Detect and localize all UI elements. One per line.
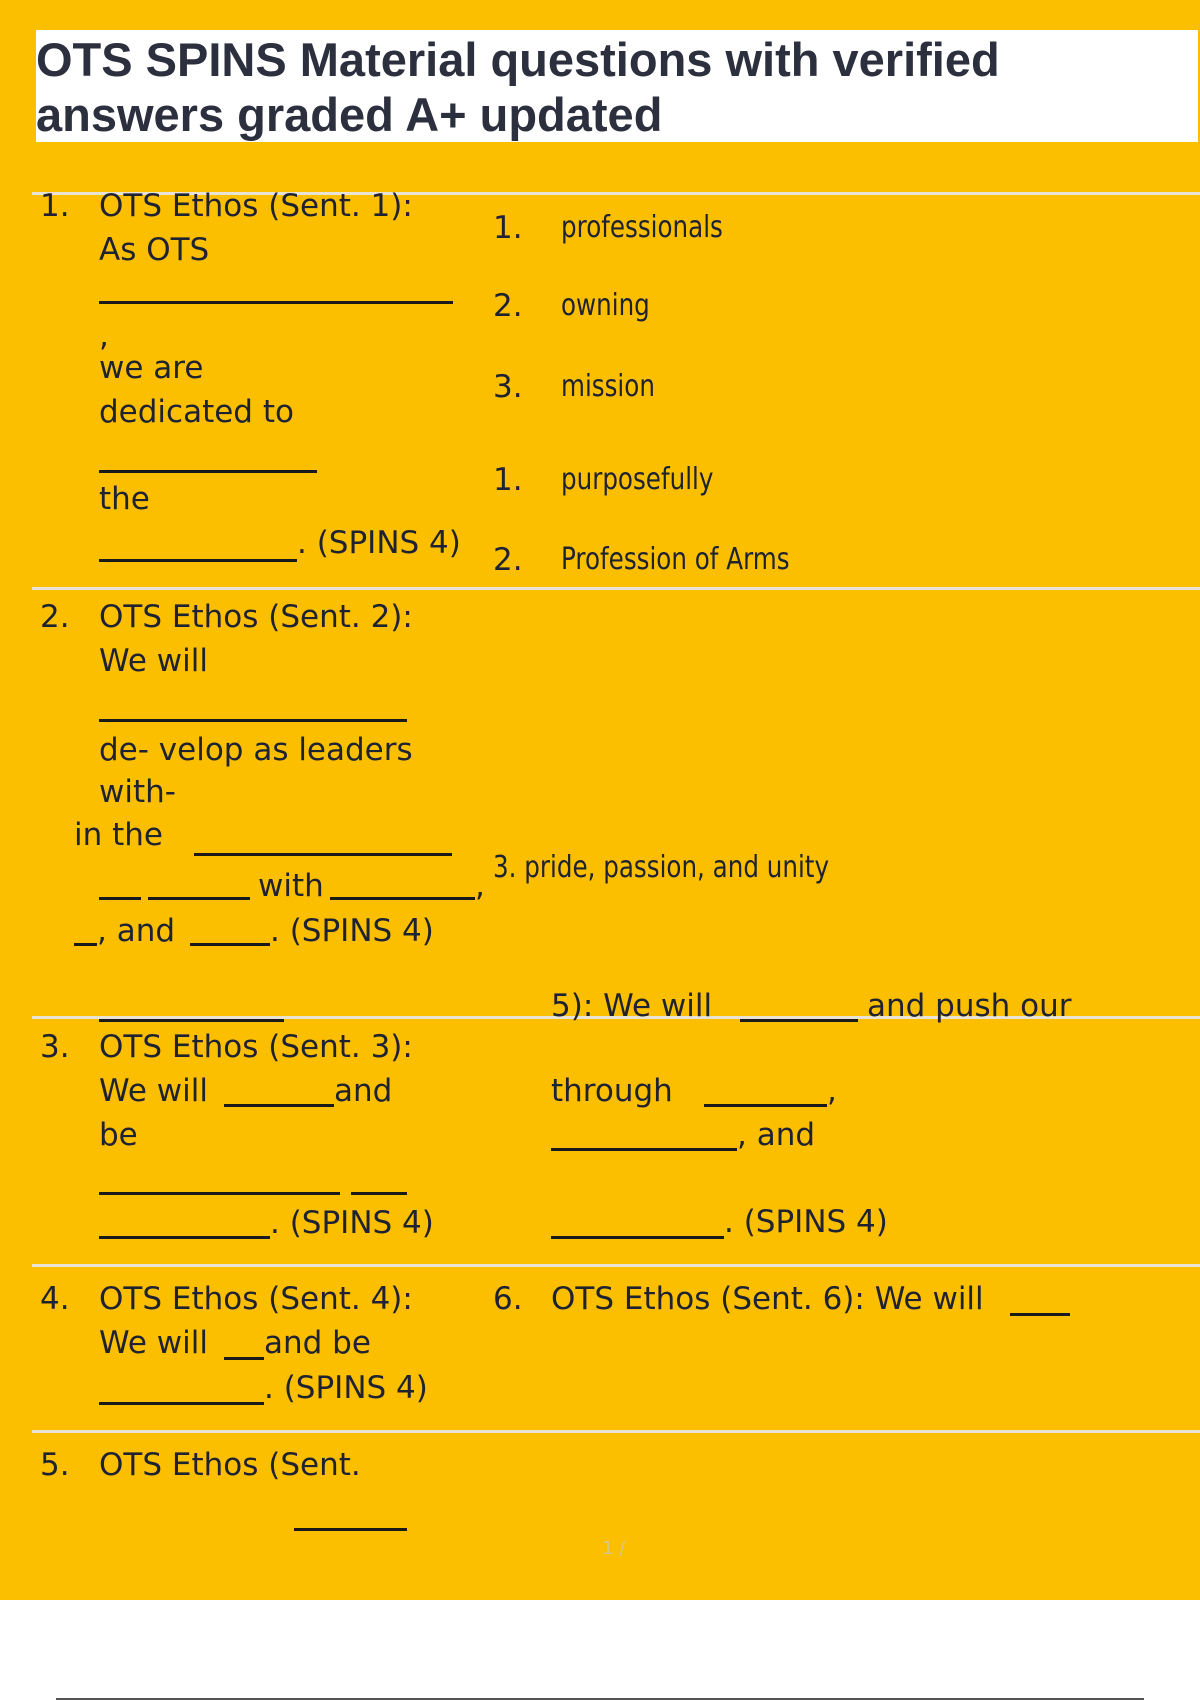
question-text: through bbox=[551, 1073, 673, 1109]
row-separator bbox=[32, 1264, 1200, 1267]
question-text: and be bbox=[264, 1325, 371, 1361]
page-marker: 1 / bbox=[602, 1538, 626, 1559]
question-text: OTS Ethos (Sent. 3): bbox=[99, 1029, 413, 1065]
fill-blank[interactable] bbox=[294, 1528, 407, 1531]
answer-text: professionals bbox=[561, 210, 723, 245]
fill-blank[interactable] bbox=[551, 1236, 724, 1239]
answer-number: 2. bbox=[493, 288, 523, 324]
row-separator bbox=[32, 587, 1200, 590]
question-text: with- bbox=[99, 774, 176, 810]
question-text: and push our bbox=[867, 988, 1072, 1024]
question-text: OTS Ethos (Sent. 6): We will bbox=[551, 1281, 984, 1317]
fill-blank[interactable] bbox=[99, 1192, 340, 1195]
fill-blank[interactable] bbox=[99, 470, 317, 473]
fill-blank[interactable] bbox=[99, 301, 453, 304]
question-text: OTS Ethos (Sent. 4): bbox=[99, 1281, 413, 1317]
answer-text: purposefully bbox=[561, 462, 714, 497]
question-number: 2. bbox=[40, 599, 70, 635]
question-number: 3. bbox=[40, 1029, 70, 1065]
question-text: As OTS bbox=[99, 232, 210, 268]
question-text: We will bbox=[99, 1073, 208, 1109]
answer-number: 3. bbox=[493, 369, 523, 405]
question-text: be bbox=[99, 1117, 138, 1153]
answer-text: mission bbox=[561, 369, 655, 404]
answer-text: owning bbox=[561, 288, 650, 323]
fill-blank[interactable] bbox=[99, 897, 141, 900]
question-text: the bbox=[99, 481, 150, 517]
answer-number: 1. bbox=[493, 210, 523, 246]
row-separator bbox=[32, 1430, 1200, 1433]
fill-blank[interactable] bbox=[194, 853, 452, 856]
question-text: . (SPINS 4) bbox=[297, 525, 461, 561]
fill-blank[interactable] bbox=[99, 719, 407, 722]
question-text: We will bbox=[99, 1325, 208, 1361]
fill-blank[interactable] bbox=[99, 1019, 284, 1022]
question-text: 5): We will bbox=[551, 988, 713, 1024]
fill-blank[interactable] bbox=[224, 1104, 334, 1107]
answer-number: 1. bbox=[493, 462, 523, 498]
question-number: 4. bbox=[40, 1281, 70, 1317]
fill-blank[interactable] bbox=[1010, 1313, 1070, 1316]
title-box bbox=[36, 30, 1198, 142]
question-text: , bbox=[475, 868, 485, 904]
fill-blank[interactable] bbox=[224, 1357, 264, 1360]
question-text: we are bbox=[99, 350, 204, 386]
question-number: 5. bbox=[40, 1447, 70, 1483]
question-number: 1. bbox=[40, 188, 70, 224]
fill-blank[interactable] bbox=[740, 1019, 858, 1022]
question-text: de- velop as leaders bbox=[99, 732, 413, 768]
question-text: . (SPINS 4) bbox=[270, 913, 434, 949]
question-text: . (SPINS 4) bbox=[264, 1370, 428, 1406]
question-text: , and bbox=[97, 913, 176, 949]
fill-blank[interactable] bbox=[551, 1148, 737, 1151]
answer-number: 2. bbox=[493, 542, 523, 578]
question-text: in the bbox=[74, 817, 163, 853]
question-text: with bbox=[258, 868, 324, 904]
question-text: . (SPINS 4) bbox=[270, 1205, 434, 1241]
question-text: . (SPINS 4) bbox=[724, 1204, 888, 1240]
question-text: , bbox=[827, 1073, 837, 1109]
fill-blank[interactable] bbox=[99, 559, 297, 562]
question-text: dedicated to bbox=[99, 394, 294, 430]
question-text: OTS Ethos (Sent. 1): bbox=[99, 188, 413, 224]
fill-blank[interactable] bbox=[190, 943, 270, 946]
question-number: 6. bbox=[493, 1281, 523, 1317]
fill-blank[interactable] bbox=[74, 943, 97, 946]
question-text: We will bbox=[99, 643, 208, 679]
answer-text: Profession of Arms bbox=[561, 542, 790, 577]
fill-blank[interactable] bbox=[99, 1402, 264, 1405]
fill-blank[interactable] bbox=[330, 897, 475, 900]
question-text: , and bbox=[737, 1117, 816, 1153]
fill-blank[interactable] bbox=[99, 1236, 270, 1239]
question-text: and bbox=[334, 1073, 393, 1109]
question-text: OTS Ethos (Sent. 2): bbox=[99, 599, 413, 635]
question-text: , bbox=[99, 318, 109, 354]
fill-blank[interactable] bbox=[351, 1192, 407, 1195]
answer-text: 3. pride, passion, and unity bbox=[493, 850, 830, 885]
fill-blank[interactable] bbox=[148, 897, 250, 900]
document-title: OTS SPINS Material questions with verified answers graded A+ updated bbox=[36, 33, 1000, 141]
question-text: OTS Ethos (Sent. bbox=[99, 1447, 361, 1483]
fill-blank[interactable] bbox=[704, 1104, 827, 1107]
